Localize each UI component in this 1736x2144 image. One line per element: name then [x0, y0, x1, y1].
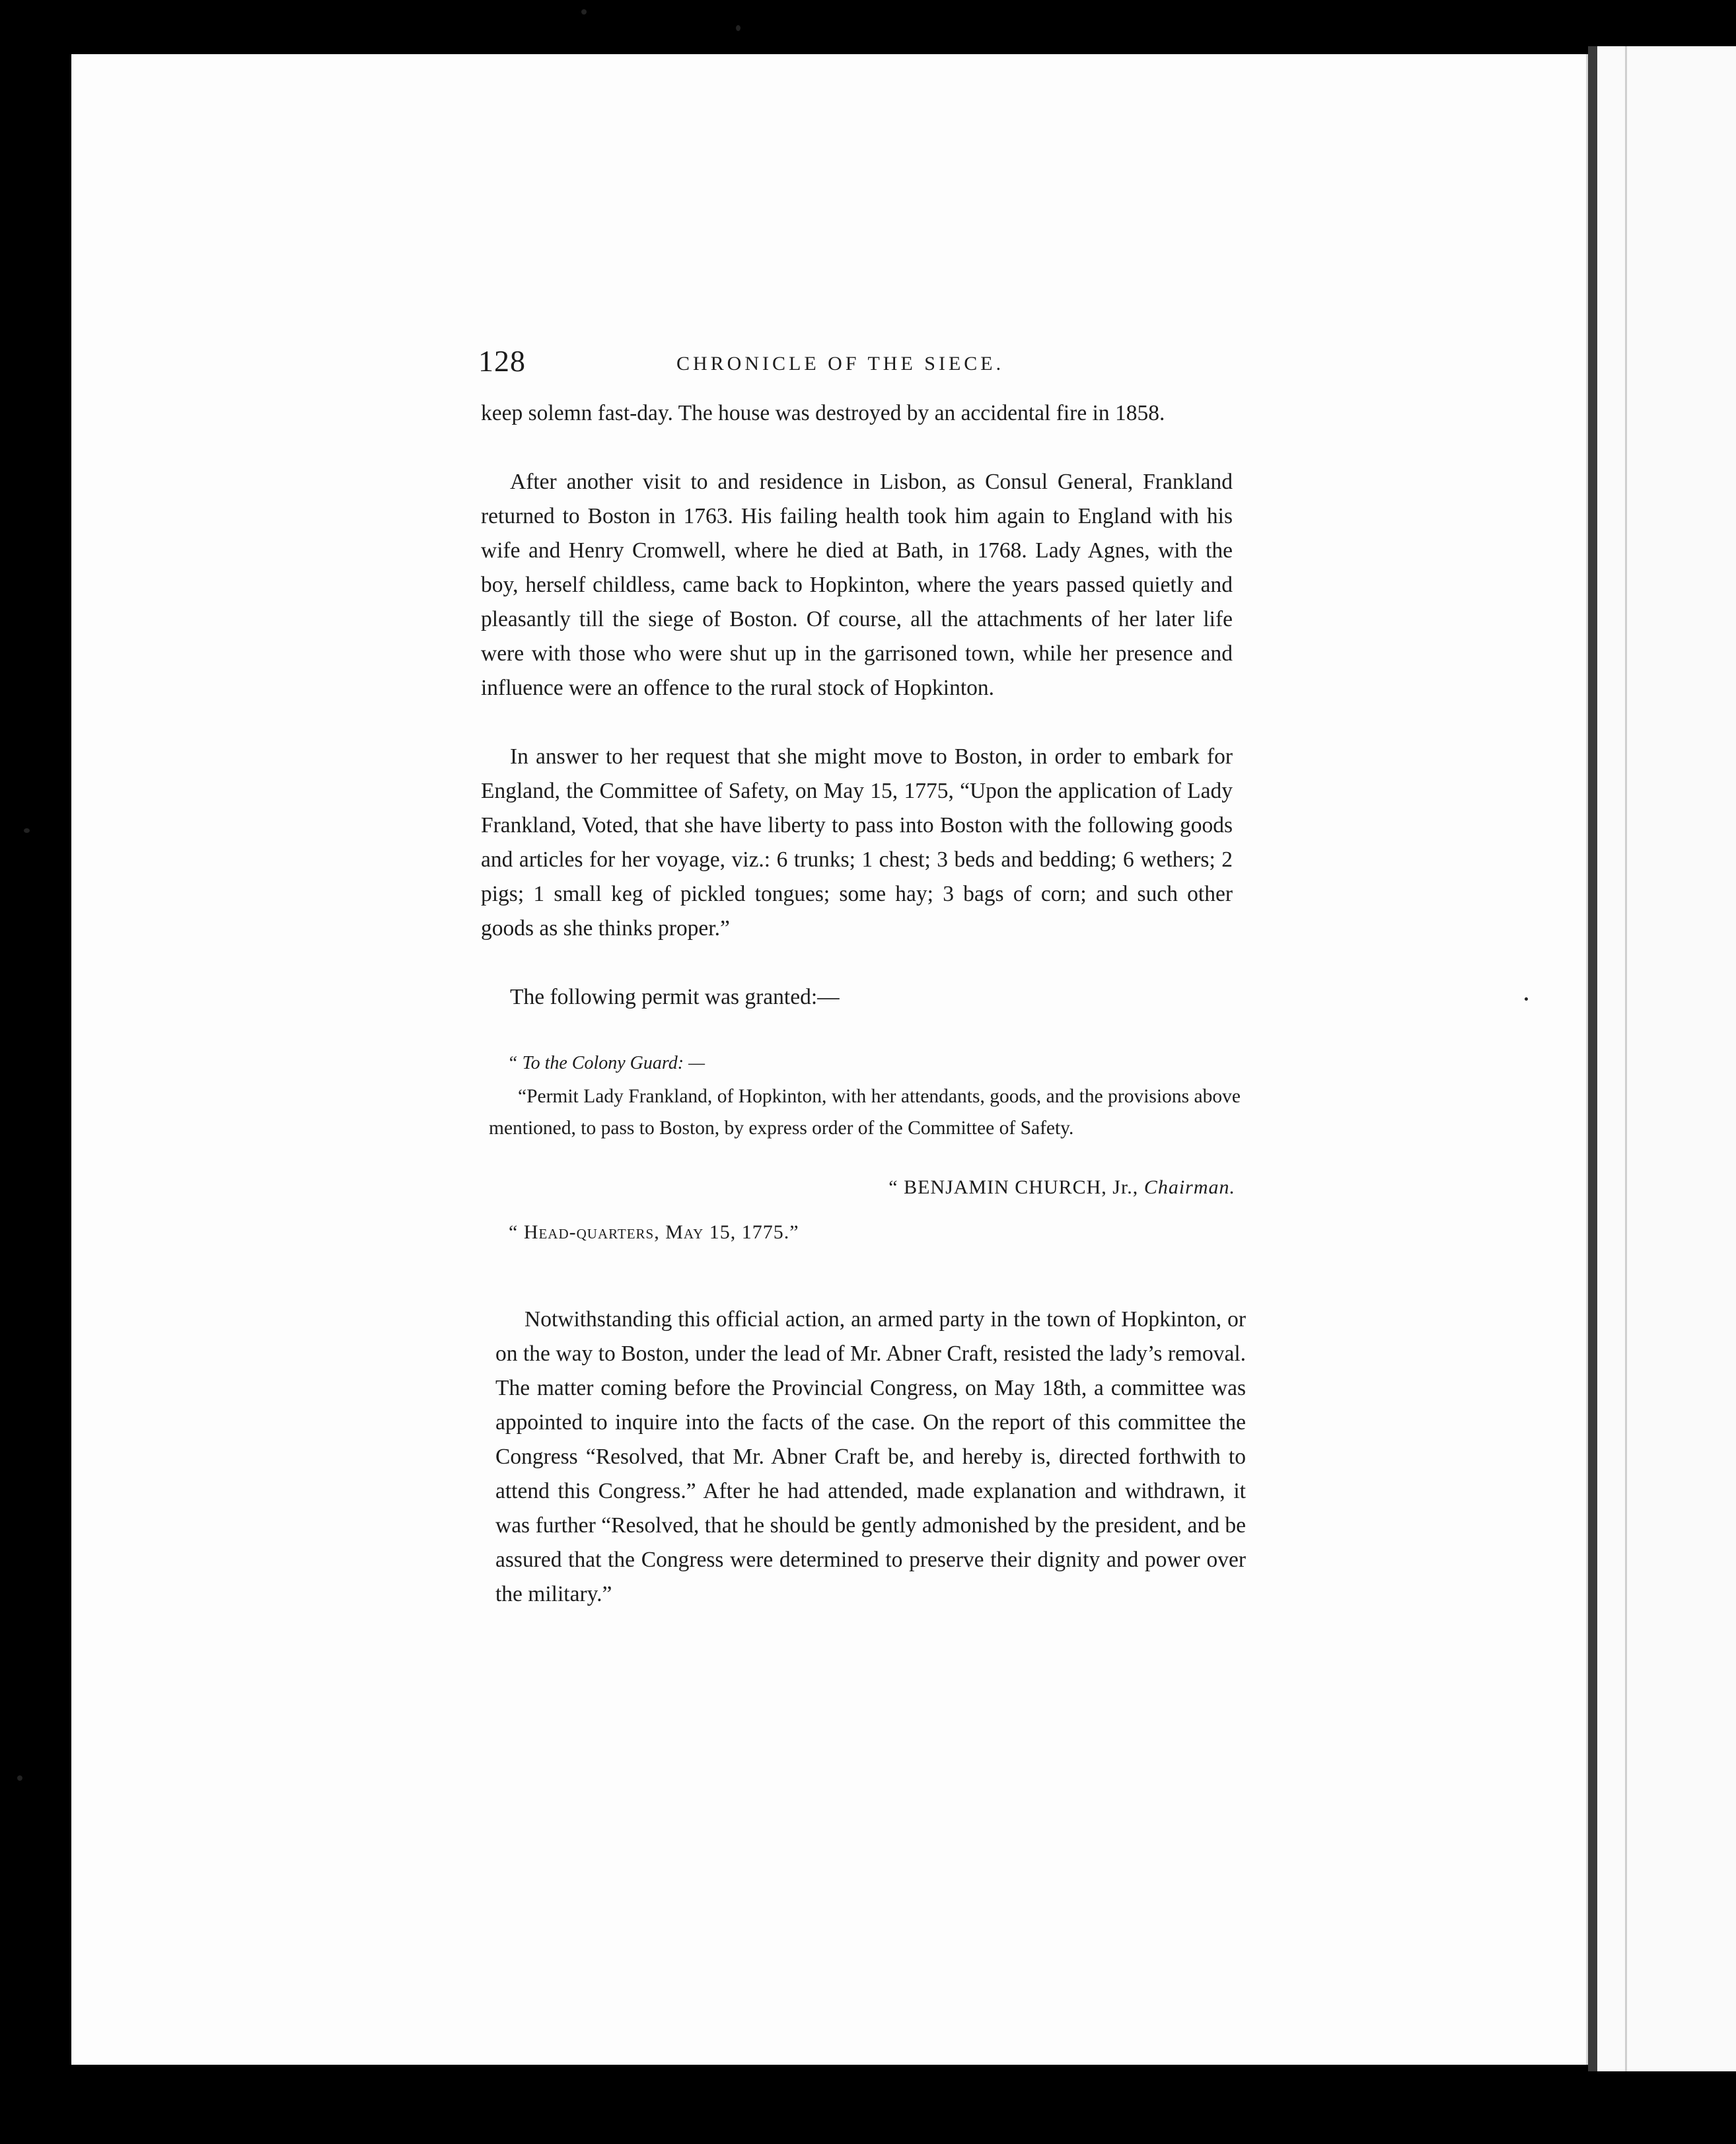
running-title: CHRONICLE OF THE SIECE.	[676, 353, 1005, 375]
paragraph-3: In answer to her request that she might move to Boston, in order to embark for England, the Committee of Safety, on May 15, 1775, “Upon the application of Lady Frankland, Voted, that she have liberty to pass into Boston with the following goods and articles for her voyage, viz.: 6 trunks; 1 chest; 3 beds and bedding; 6 wethers; 2 pigs; 1 small keg of pickled tongues; some hay; 3 bags of corn; and such other goods as she thinks proper.”	[481, 744, 1233, 941]
signature-title: Chairman.	[1143, 1176, 1235, 1198]
scan-speck	[1525, 997, 1528, 1001]
scan-speck	[736, 25, 741, 31]
signature-name: “ BENJAMIN CHURCH, Jr.,	[888, 1176, 1139, 1198]
running-head	[478, 343, 1053, 383]
facing-page-fold	[1625, 46, 1627, 2071]
paragraph-2: After another visit to and residence in Lisbon, as Consul General, Frankland returned to Boston in 1763. His failing health took him again to England with his wife and Henry Cromwell, where he died at Bath, in 1768. Lady Agnes, with the boy, herself childless, came back to Hopkinton, where the years passed quietly and pleasantly till the siege of Boston. Of course, all the attachments of her later life were with those who were shut up in the garrisoned town, while her presence and influence were an offence to the rural stock of Hopkinton.	[481, 470, 1233, 700]
signature	[773, 1172, 1235, 1203]
page-number: 128	[478, 344, 526, 378]
scan-speck	[24, 828, 30, 833]
quote-salutation: “ To the Colony Guard: —	[507, 1053, 705, 1073]
quote-body: “Permit Lady Frankland, of Hopkinton, with her attendants, goods, and the provisions above mentioned, to pass to Boston, by express order of the Committee of Safety.	[489, 1086, 1241, 1139]
paragraph-5: Notwithstanding this official action, an armed party in the town of Hopkinton, or on the way to Boston, under the lead of Mr. Abner Craft, resisted the lady’s removal. The matter coming before the Provincial Congress, on May 18th, a committee was appointed to inquire into the facts of the case. On the report of this committee the Congress “Resolved, that Mr. Abner Craft be, and hereby is, directed forthwith to attend this Congress.” After he had attended, made explanation and withdrawn, it was further “Resolved, that he should be gently admonished by the president, and be assured that the Congress were determined to preserve their dignity and power over the military.”	[495, 1307, 1246, 1606]
scan-speck	[581, 9, 587, 15]
paragraph-1: keep solemn fast-day. The house was destroyed by an accidental fire in 1858.	[481, 401, 1165, 425]
paragraph-4: The following permit was granted:—	[510, 985, 840, 1009]
scan-speck	[17, 1775, 22, 1781]
dateline: “ Head-quarters, May 15, 1775.”	[509, 1221, 799, 1243]
page-binding-edge	[1588, 46, 1597, 2071]
facing-page	[1597, 46, 1736, 2071]
